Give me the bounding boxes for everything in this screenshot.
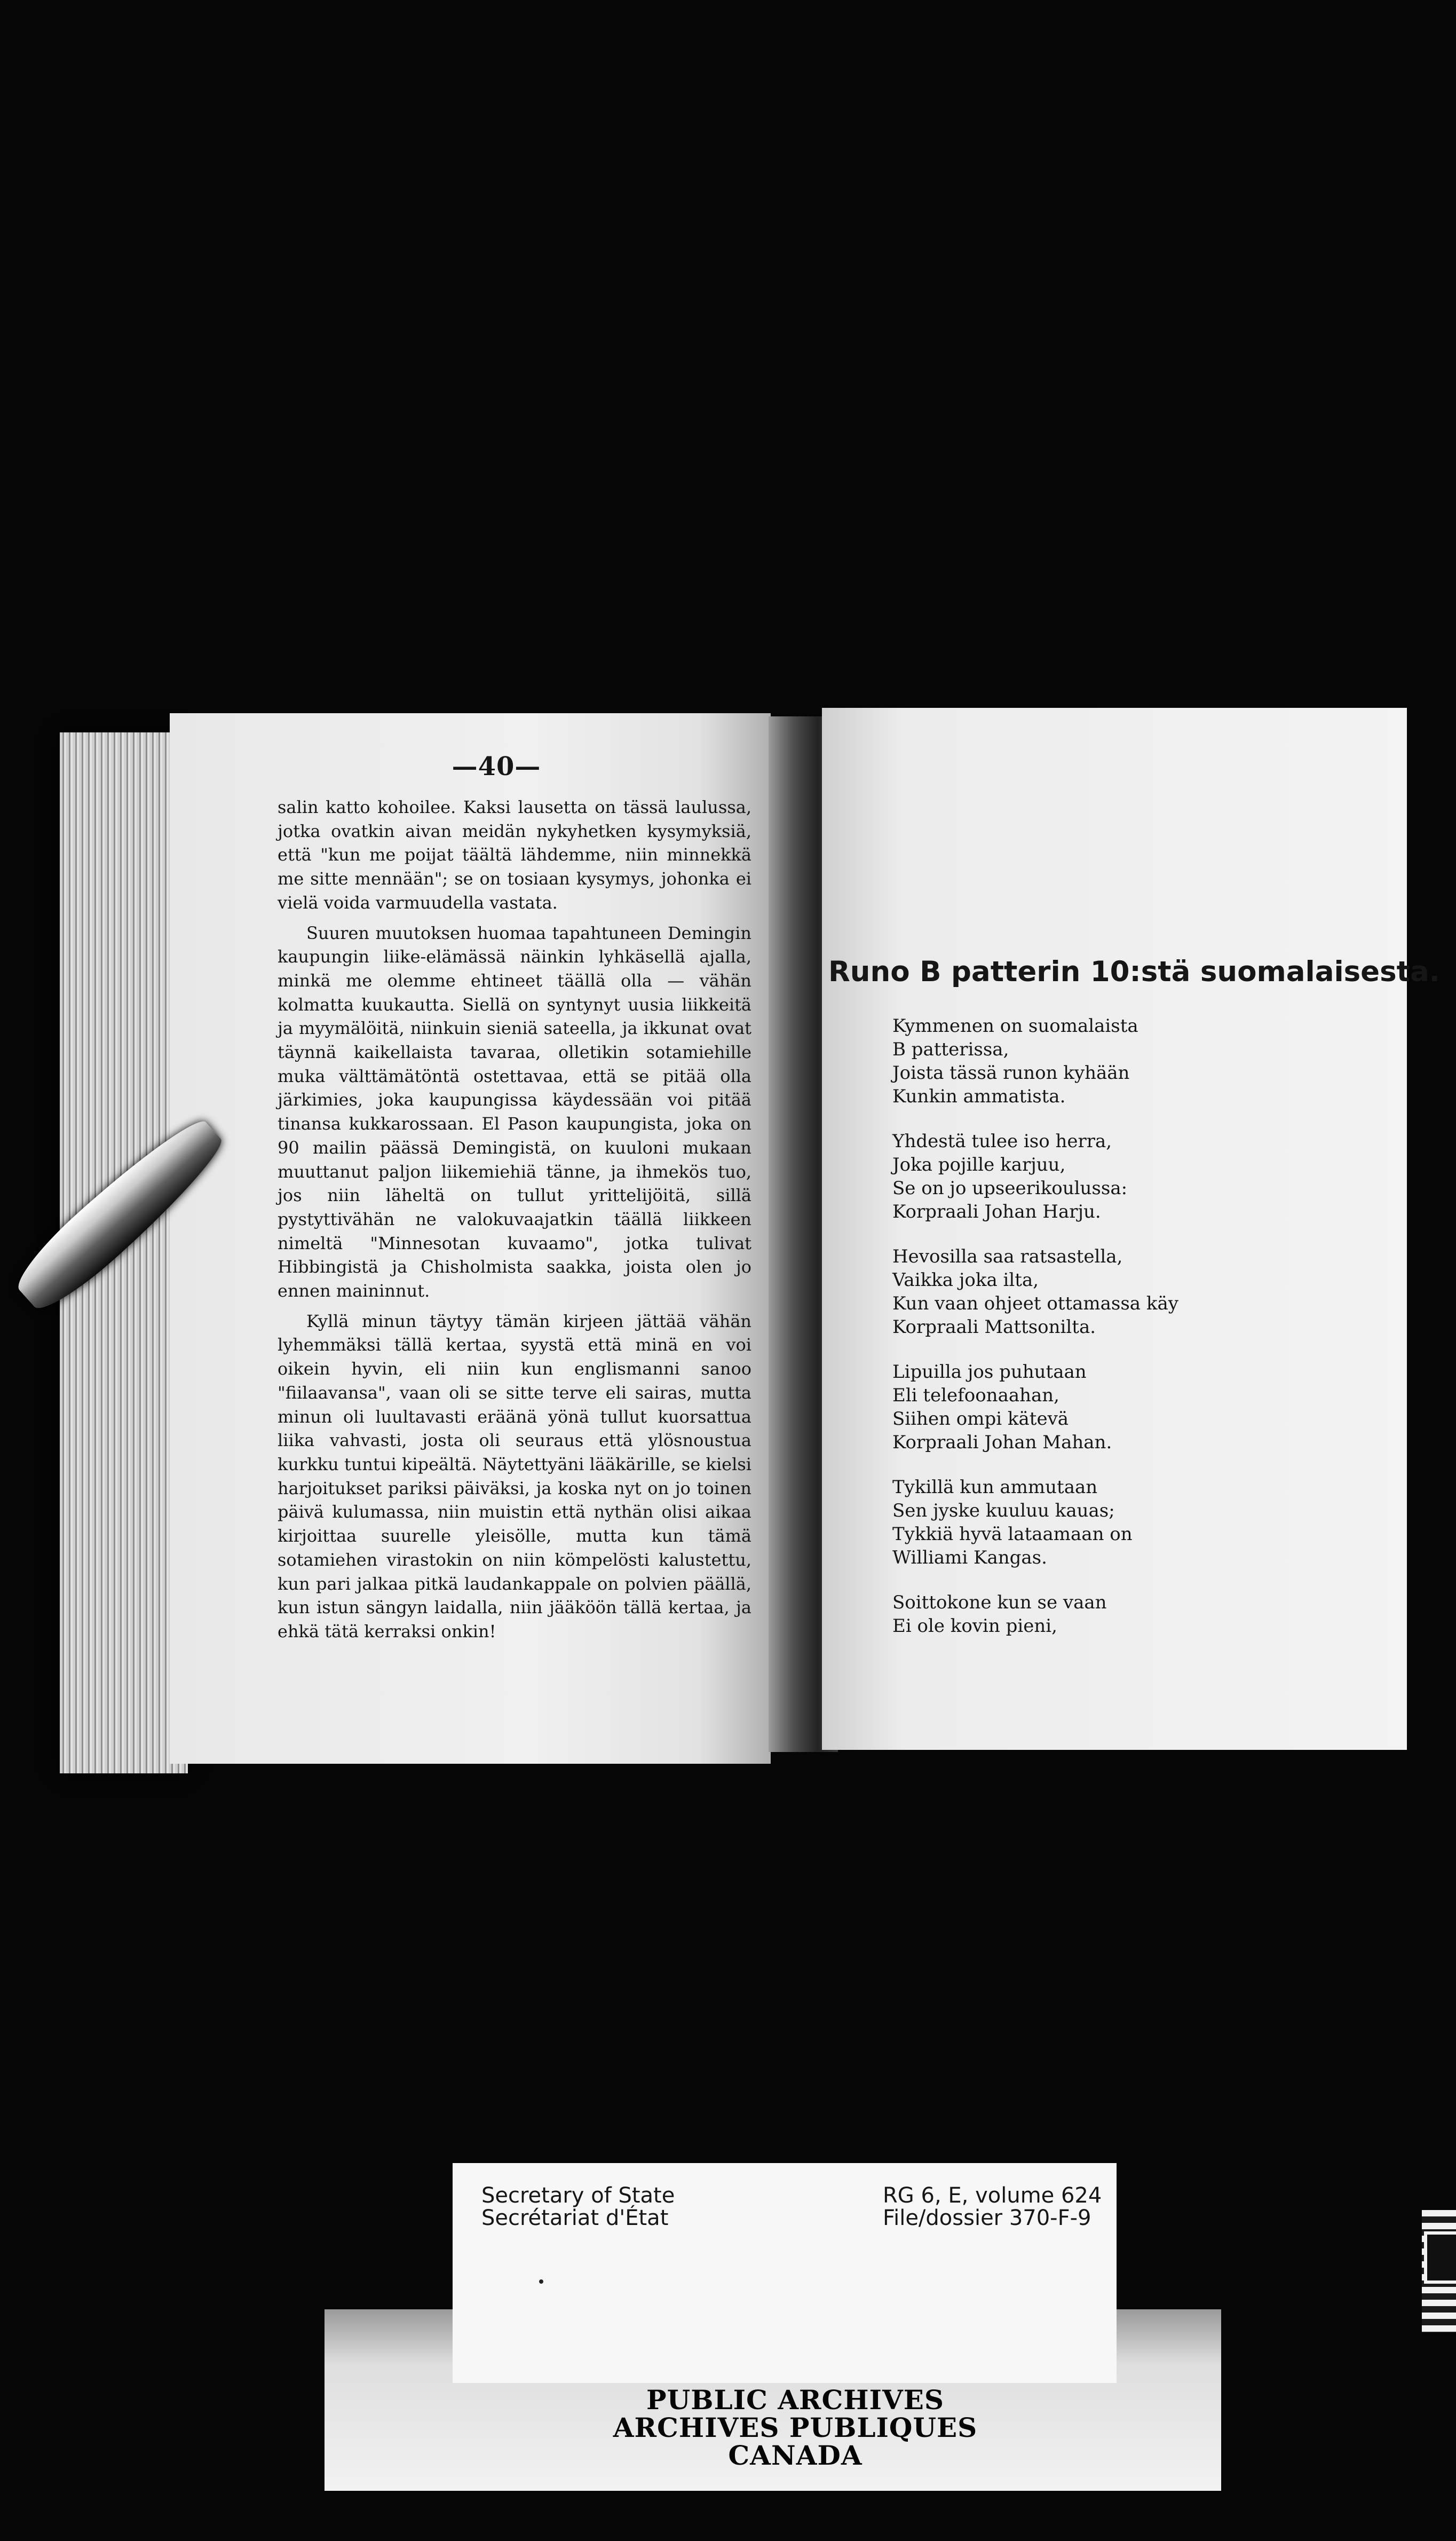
poem-stanza	[892, 1014, 1191, 1108]
department-en: Secretary of State	[481, 2183, 675, 2208]
poem-line: Sen jyske kuuluu kauas;	[892, 1500, 1115, 1521]
poem-line: Joka pojille karjuu,	[892, 1154, 1066, 1175]
stamp-line: ARCHIVES PUBLIQUES	[613, 2412, 978, 2443]
poem-line: Korpraali Johan Harju.	[892, 1201, 1101, 1222]
poem-title: Runo B patterin 10:stä suomalaisesta.	[828, 956, 1440, 988]
specks	[539, 2279, 543, 2284]
poem-stanza	[892, 1360, 1191, 1454]
film-marker-box	[1424, 2231, 1456, 2284]
poem-line: Korpraali Johan Mahan.	[892, 1432, 1112, 1453]
poem-line: Vaikka joka ilta,	[892, 1269, 1039, 1291]
poem-line: Tykkiä hyvä lataamaan on	[892, 1524, 1133, 1545]
poem-line: Kun vaan ohjeet ottamassa käy	[892, 1293, 1178, 1314]
poem-line: Soittokone kun se vaan	[892, 1592, 1107, 1613]
poem-line: Ei ole kovin pieni,	[892, 1615, 1057, 1637]
department-fr: Secrétariat d'État	[481, 2206, 669, 2230]
stamp-line: PUBLIC ARCHIVES	[646, 2384, 944, 2416]
file-reference: File/dossier 370-F-9	[883, 2206, 1091, 2230]
poem-stanza	[892, 1245, 1191, 1339]
paragraph: salin katto kohoilee. Kaksi lausetta on tässä laulussa, jotka ovatkin aivan meidän nykyhetken kysymyksiä, että "kun me poijat täältä lähdemme, niin minnekkä me sitte mennään"; se on tosiaan kysymys, johonka ei vielä voida varmuudella vastata.	[278, 797, 751, 913]
poem-line: Tykillä kun ammutaan	[892, 1477, 1098, 1498]
poem-line: Hevosilla saa ratsastella,	[892, 1246, 1123, 1267]
poem-line: Eli telefoonaahan,	[892, 1385, 1059, 1406]
poem-line: Kymmenen on suomalaista	[892, 1015, 1138, 1037]
poem-stanza	[892, 1130, 1191, 1224]
archives-stamp	[566, 2386, 1025, 2469]
left-page-text	[278, 795, 751, 1644]
poem-line: Se on jo upseerikoulussa:	[892, 1178, 1128, 1199]
poem-line: Williami Kangas.	[892, 1547, 1047, 1568]
poem-line: Yhdestä tulee iso herra,	[892, 1131, 1112, 1152]
poem	[892, 1014, 1191, 1659]
volume-reference: RG 6, E, volume 624	[883, 2183, 1102, 2208]
poem-line: B patterissa,	[892, 1039, 1009, 1060]
paragraph: Suuren muutoksen huomaa tapahtuneen Demingin kaupungin liike-elämässä näinkin lyhkäsellä ajalla, minkä me olemme ehtineet täällä olla — vähän kolmatta kuukautta. Siellä on syntynyt uusia liikkeitä ja myymälöitä, niinkuin sieniä sateella, ja ikkunat ovat täynnä kaikellaista tavaraa, olletikin sotamiehille muka välttämätöntä ostettavaa, että se pitää olla järkimies, joka kaupungissa käydessään voi pitää tinansa kukkarossaan. El Pason kaupungista, joka on 90 mailin päässä Demingistä, on kuuloni mukaan muuttanut paljon liikemiehiä tänne, ja ihmekös tuo, jos niin läheltä on tullut yrittelijöitä, sillä pystyttivähän ne valokuvaajatkin täällä liikkeen nimeltä "Minnesotan kuvaamo", jotka tulivat Hibbingistä ja Chisholmista saakka, joista olen jo ennen maininnut.	[278, 922, 751, 1301]
poem-stanza	[892, 1475, 1191, 1569]
poem-line: Siihen ompi kätevä	[892, 1408, 1069, 1430]
paragraph: Kyllä minun täytyy tämän kirjeen jättää vähän lyhemmäksi tällä kertaa, syystä että minä en voi oikein hyvin, eli niin kun englismanni sanoo "fiilaavansa", vaan oli se sitte terve eli sairas, mutta minun oli luultavasti eräänä yönä tullut kuorsattua liika vahvasti, josta oli seuraus että ylösnoustua kurkku tuntui kipeältä. Näytettyäni lääkärille, se kielsi harjoitukset pariksi päiväksi, ja koska nyt on jo toinen päivä kulumassa, niin muistin että nythän olisi aikaa kirjoittaa suurelle yleisölle, mutta kun tämä sotamiehen virastokin on niin kömpelösti kalustettu, kun pari jalkaa pitkä laudankappale on polvien päällä, kun istun sängyn laidalla, niin jääköön tällä kertaa, ja ehkä tätä kerraksi onkin!	[278, 1311, 751, 1642]
poem-line: Kunkin ammatista.	[892, 1086, 1066, 1107]
page-number: —40—	[452, 752, 541, 782]
poem-line: Korpraali Mattsonilta.	[892, 1316, 1096, 1338]
archive-label-department	[481, 2184, 759, 2229]
archive-label-reference	[883, 2184, 1107, 2229]
stamp-line: CANADA	[728, 2440, 862, 2471]
poem-line: Joista tässä runon kyhään	[892, 1062, 1130, 1084]
poem-line: Lipuilla jos puhutaan	[892, 1361, 1087, 1383]
poem-stanza	[892, 1591, 1191, 1638]
